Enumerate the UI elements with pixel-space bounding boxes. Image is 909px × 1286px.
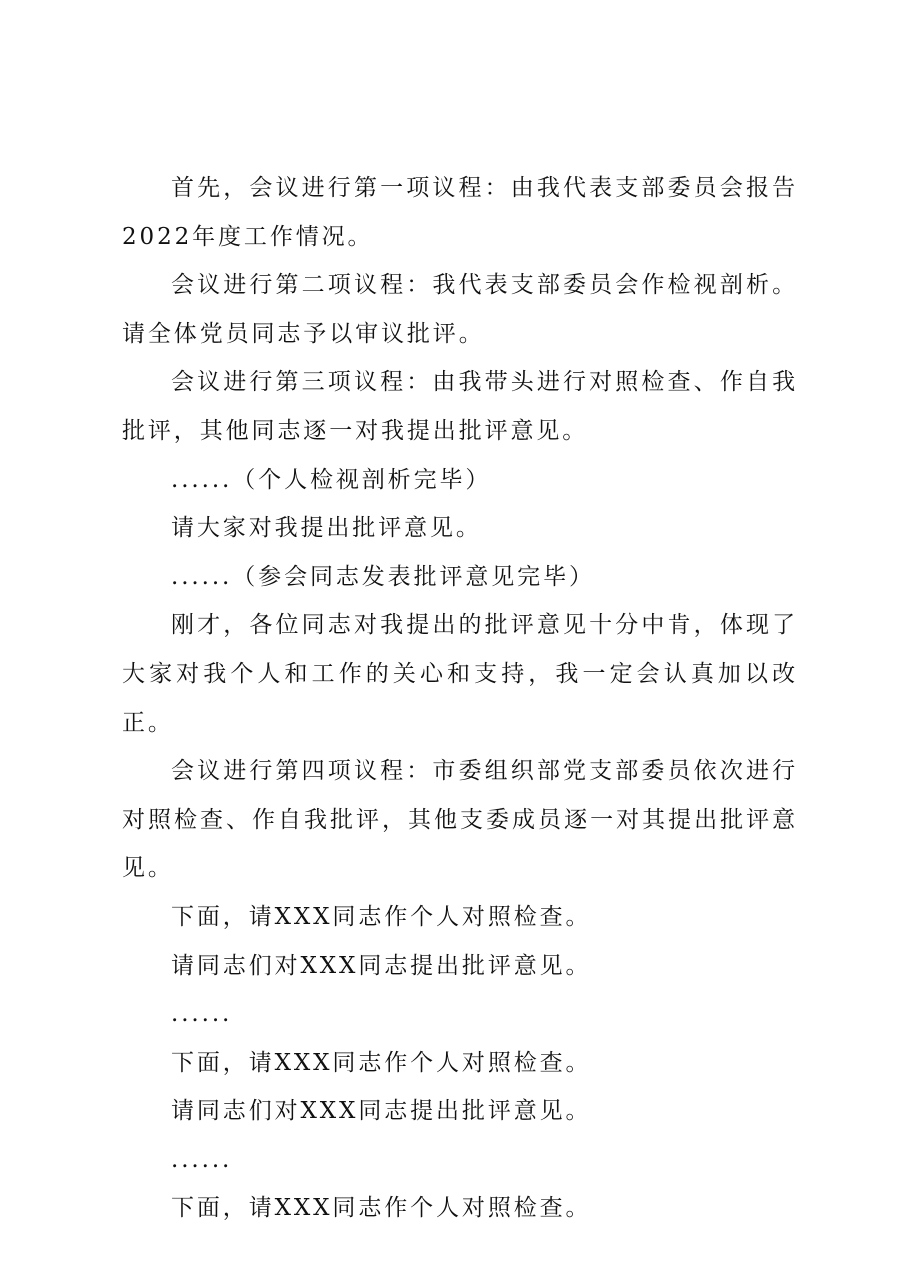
paragraph-criticism-request: 请同志们对XXX同志提出批评意见。 — [171, 952, 592, 979]
paragraph-self-check: 下面，请XXX同志作个人对照检查。 — [171, 1049, 592, 1076]
paragraph-agenda-2: 会议进行第二项议程：我代表支部委员会作检视剖析。请全体党员同志予以审议批评。 — [122, 272, 798, 347]
paragraph-ellipsis-note: ......（个人检视剖析完毕） — [171, 466, 492, 493]
paragraph-response: 刚才，各位同志对我提出的批评意见十分中肯，体现了大家对我个人和工作的关心和支持，我一定会认真加以改正。 — [122, 612, 798, 736]
paragraph-criticism-request: 请同志们对XXX同志提出批评意见。 — [171, 1098, 592, 1125]
paragraph-agenda-3: 会议进行第三项议程：由我带头进行对照检查、作自我批评，其他同志逐一对我提出批评意见。 — [122, 369, 798, 444]
paragraph-self-check: 下面，请XXX同志作个人对照检查。 — [171, 903, 592, 930]
paragraph-ellipsis-note: ......（参会同志发表批评意见完毕） — [171, 563, 595, 590]
paragraph-self-check: 下面，请XXX同志作个人对照检查。 — [171, 1195, 592, 1222]
document-body — [122, 164, 798, 1233]
paragraph-agenda-1: 首先，会议进行第一项议程：由我代表支部委员会报告2022年度工作情况。 — [122, 175, 798, 250]
paragraph-ellipsis: ...... — [171, 1146, 233, 1173]
paragraph-ellipsis: ...... — [171, 1001, 233, 1028]
paragraph-agenda-4: 会议进行第四项议程：市委组织部党支部委员依次进行对照检查、作自我批评，其他支委成员逐一对其提出批评意见。 — [122, 758, 798, 882]
paragraph-request-criticism: 请大家对我提出批评意见。 — [171, 515, 482, 542]
